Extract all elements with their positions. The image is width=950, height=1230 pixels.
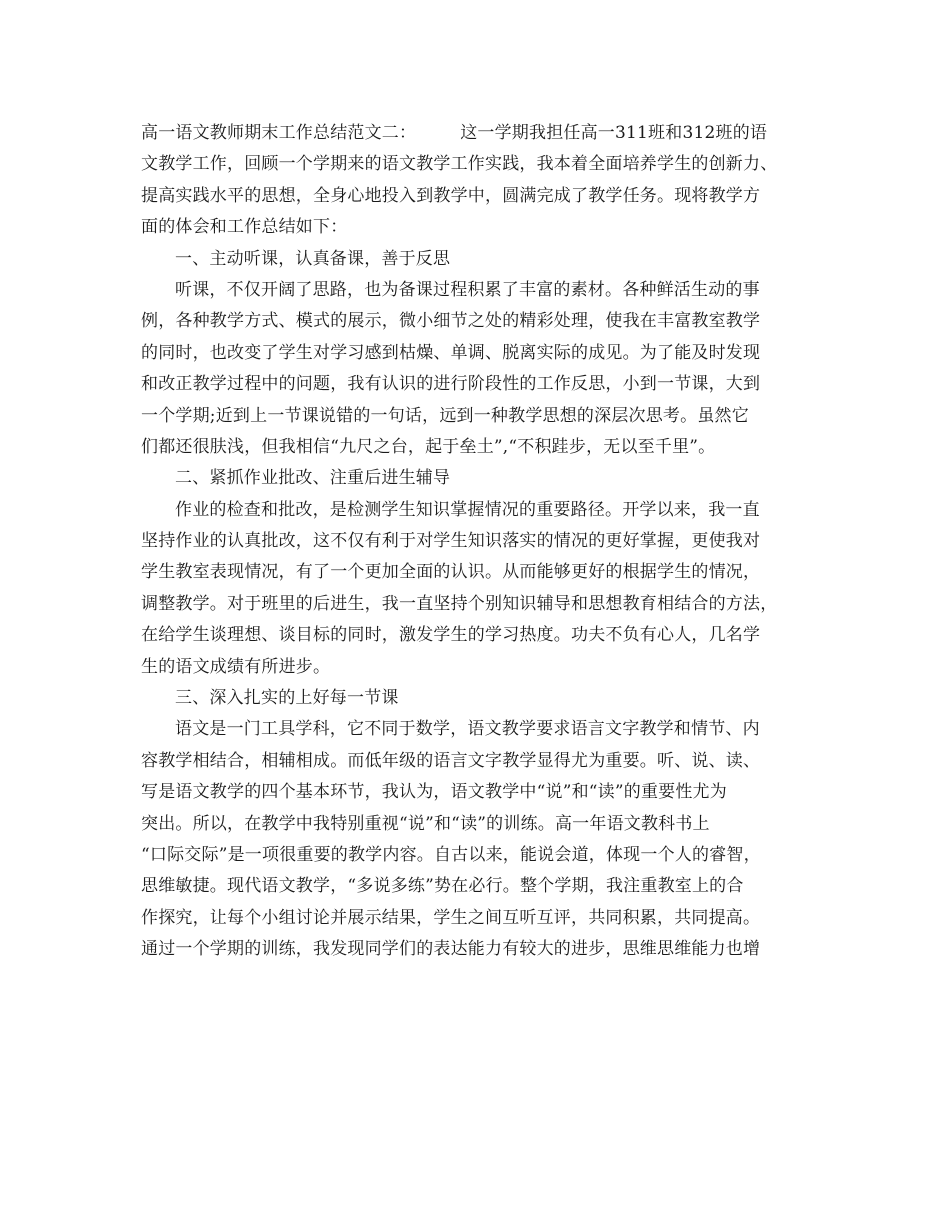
text-line: 思维敏捷。现代语文教学，“多说多练”势在必行。整个学期，我注重教室上的合 [141,876,744,897]
text-line: 生的语文成绩有所进步。 [141,656,331,677]
text-line: 提高实践水平的思想，全身心地投入到教学中，圆满完成了教学任务。现将教学方 [141,185,761,206]
text-line: 们都还很肤浅，但我相信“九尺之台，起于垒土”,“不积跬步，无以至千里”。 [141,436,716,457]
text-line: 容教学相结合，相辅相成。而低年级的语言文字教学显得尤为重要。听、说、读、 [141,750,761,771]
section-heading: 三、深入扎实的上好每一节课 [175,688,399,709]
text-line: 写是语文教学的四个基本环节，我认为，语文教学中“说”和“读”的重要性尤为 [141,782,727,803]
text-line: 和改正教学过程中的问题，我有认识的进行阶段性的工作反思，小到一节课，大到 [141,374,761,395]
document-title: 高一语文教师期末工作总结范文二： [141,123,417,143]
text-line: 作业的检查和批改，是检测学生知识掌握情况的重要路径。开学以来，我一直 [175,499,760,520]
text-line: “口际交际”是一项很重要的教学内容。自古以来，能说会道，体现一个人的睿智， [141,844,761,865]
text-line: 作探究，让每个小组讨论并展示结果，学生之间互听互评，共同积累，共同提高。 [141,907,761,928]
text-line: 突出。所以，在教学中我特别重视“说”和“读”的训练。高一年语文教科书上 [141,813,710,834]
text-line: 例，各种教学方式、模式的展示，微小细节之处的精彩处理，使我在丰富教室教学 [141,311,761,332]
text-line: 调整教学。对于班里的后进生，我一直坚持个别知识辅导和思想教育相结合的方法， [141,593,778,614]
document-body [141,118,816,966]
text-line: 文教学工作，回顾一个学期来的语文教学工作实践，我本着全面培养学生的创新力、 [141,154,778,175]
text-line: 一个学期;近到上一节课说错的一句话，远到一种教学思想的深层次思考。虽然它 [141,405,749,426]
section-heading: 二、紧抓作业批改、注重后进生辅导 [175,468,451,489]
text-line: 语文是一门工具学科，它不同于数学，语文教学要求语言文字教学和情节、内 [175,719,760,740]
text-line: 在给学生谈理想、谈目标的同时，激发学生的学习热度。功夫不负有心人，几名学 [141,625,761,646]
text-line: 面的体会和工作总结如下： [141,217,348,238]
text-line: 通过一个学期的训练，我发现同学们的表达能力有较大的进步，思维思维能力也增 [141,939,761,960]
text-line: 学生教室表现情况，有了一个更加全面的认识。从而能够更好的根据学生的情况， [141,562,761,583]
intro-text: 这一学期我担任高一311班和312班的语 [460,123,768,143]
text-line: 听课，不仅开阔了思路，也为备课过程积累了丰富的素材。各种鲜活生动的事 [175,279,760,300]
section-heading: 一、主动听课，认真备课，善于反思 [175,248,451,269]
text-line: 坚持作业的认真批改，这不仅有利于对学生知识落实的情况的更好掌握，更使我对 [141,531,761,552]
text-line [141,118,816,149]
text-line: 的同时，也改变了学生对学习感到枯燥、单调、脱离实际的成见。为了能及时发现 [141,342,761,363]
